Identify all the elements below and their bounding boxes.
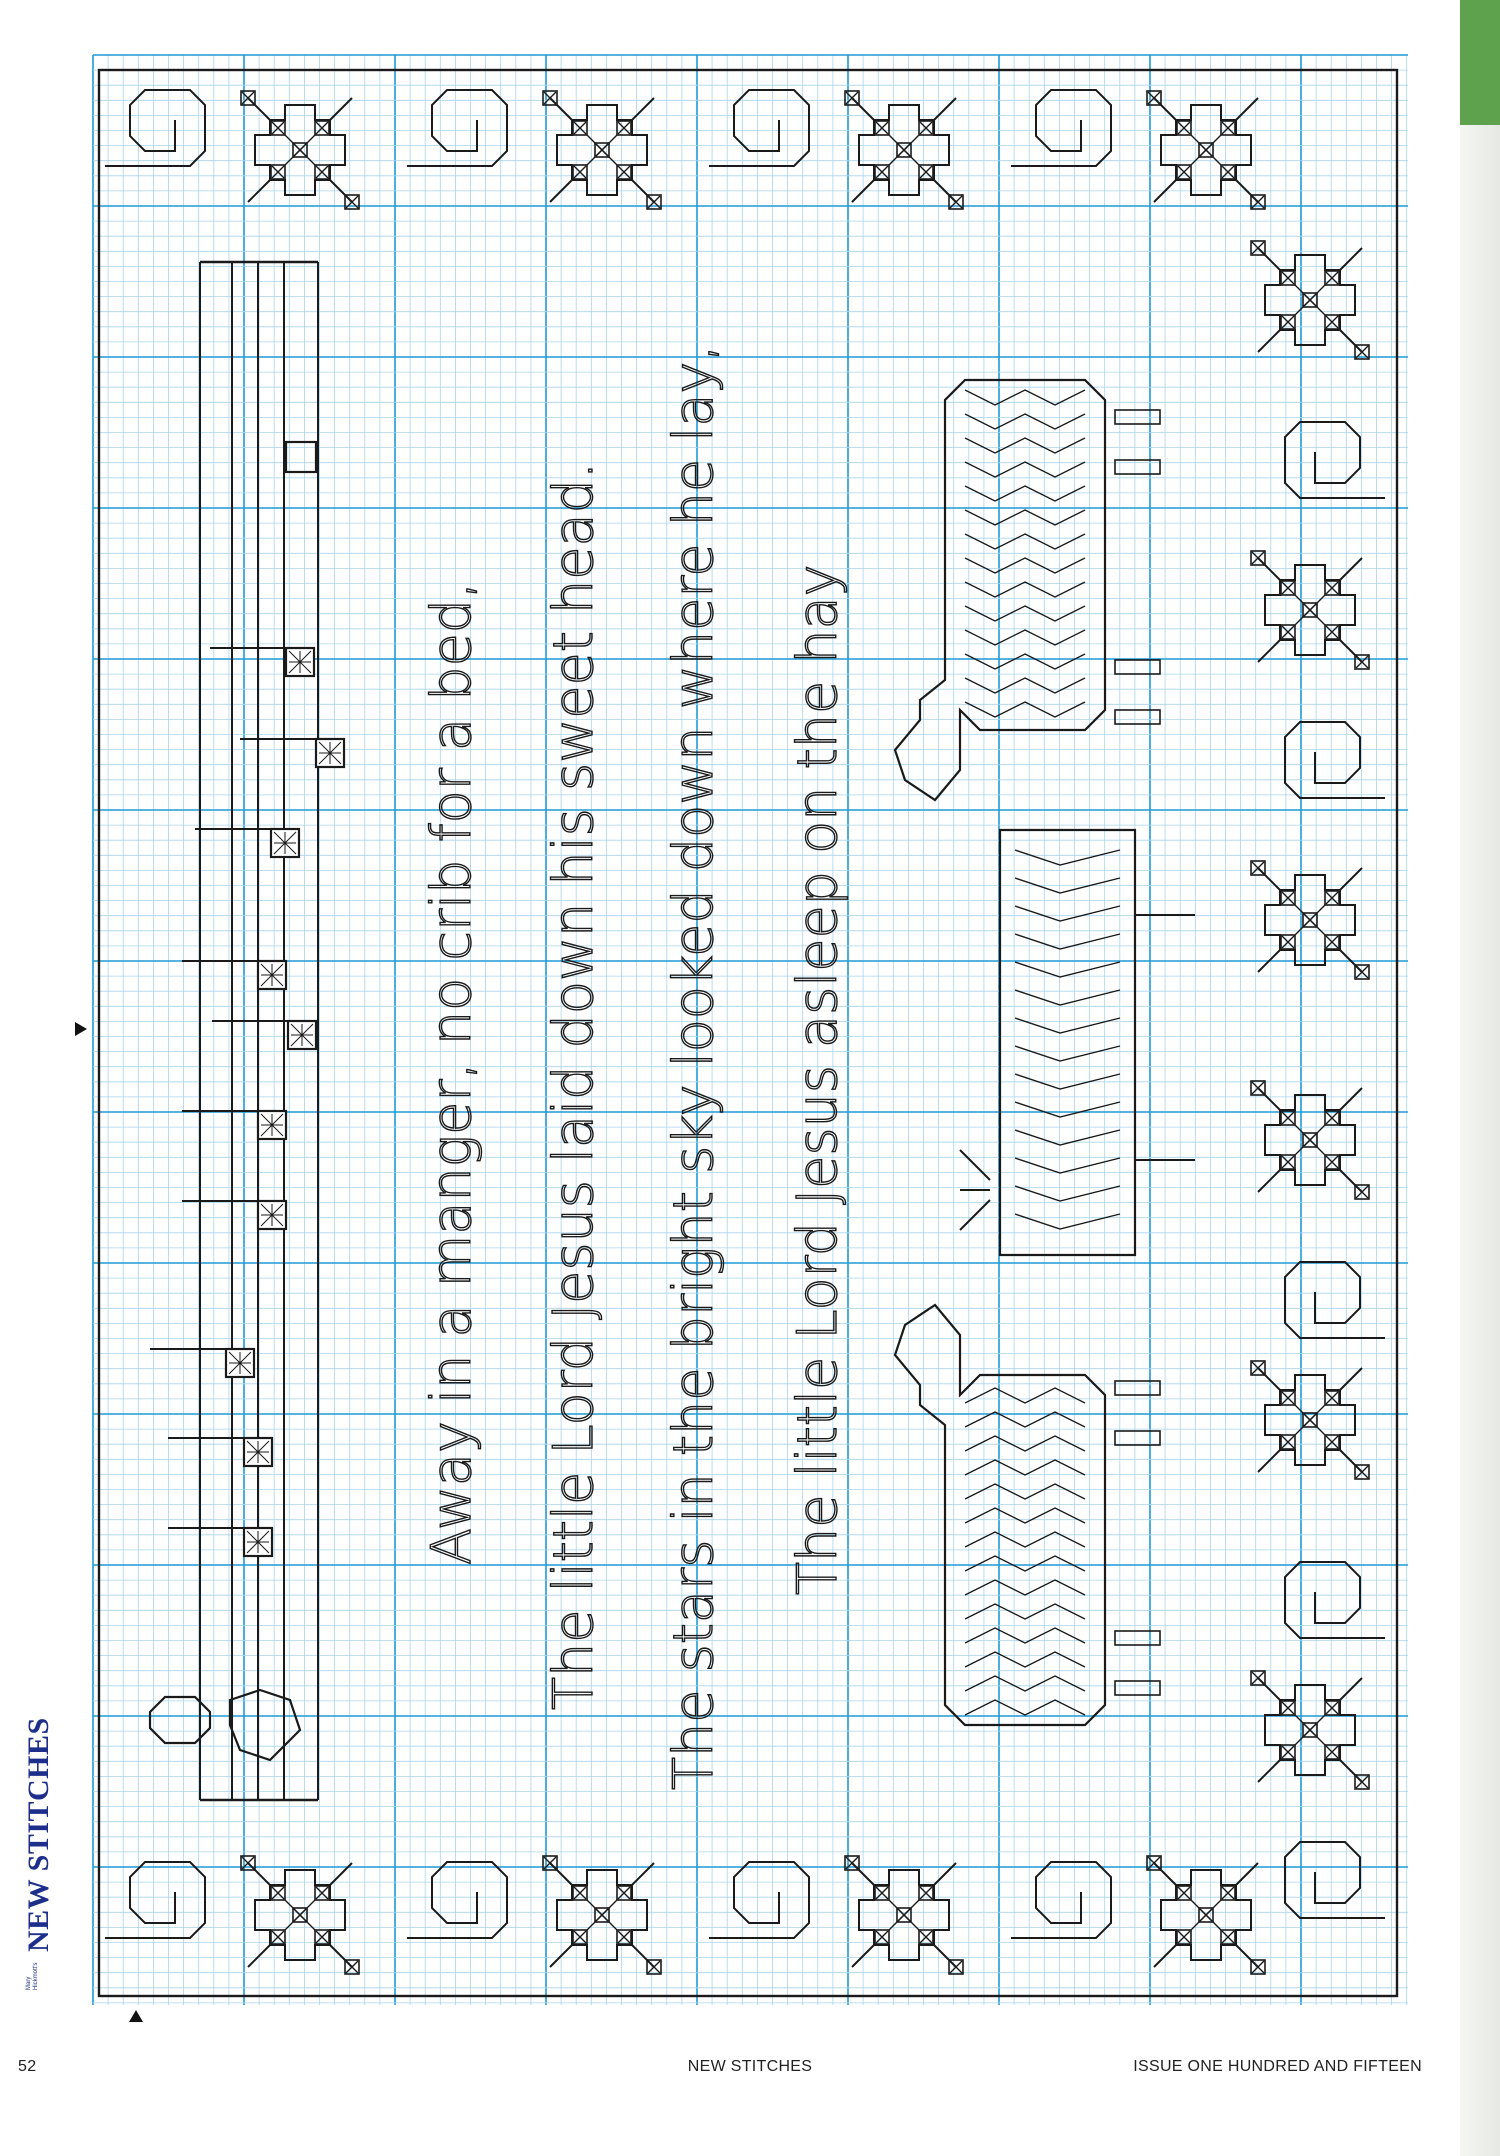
note-fill [247,1441,269,1463]
cross-stitch [1326,1436,1338,1448]
border-star [1251,1361,1369,1479]
border-star [1251,1671,1369,1789]
cross-stitch [950,1961,962,1973]
note-fill [229,1352,251,1374]
cross-stitch [1326,316,1338,328]
border-spiral [407,1862,507,1938]
center-row-marker-icon [75,1022,87,1036]
manger-straw [1015,990,1120,1005]
border-spiral [1285,1562,1385,1638]
note-fill [261,1204,283,1226]
cross-stitch [1326,1156,1338,1168]
manger-straw [1015,962,1120,977]
lyrics-layer [420,344,849,1790]
manger-straw [1015,906,1120,921]
magazine-title: NEW STITCHES [687,2058,813,2075]
cross-stitch [1282,1436,1294,1448]
lamb-body [895,380,1105,800]
cross-stitch [1282,1702,1294,1714]
cross-stitch [920,122,932,134]
note-head-open [286,442,316,472]
lamb-fleece [965,1700,1085,1715]
lamb-top [895,380,1160,800]
cross-stitch [316,1931,328,1943]
lamb-fleece [965,558,1085,573]
border-spiral [1011,1862,1111,1938]
cross-stitch [1282,626,1294,638]
cross-stitch [1326,1392,1338,1404]
cross-stitch [1326,892,1338,904]
manger-straw [1015,1130,1120,1145]
new-stitches-logo [14,1717,70,1990]
border-spiral [105,90,205,166]
note-fill [291,1024,313,1046]
cross-stitch [1252,1362,1264,1374]
cross-stitch [1326,1112,1338,1124]
border-spiral [1285,422,1385,498]
lamb-fleece [965,1508,1085,1523]
lamb-leg [1115,1631,1160,1645]
manger-box [1000,830,1135,1255]
border-spiral [709,1862,809,1938]
note-fill [319,742,341,764]
lamb-leg [1115,660,1160,674]
cross-stitch [1222,1931,1234,1943]
star-center-cross [1295,1405,1325,1435]
manger [960,830,1195,1255]
cross-stitch [1252,242,1264,254]
lamb-fleece [965,486,1085,501]
cross-stitch [1282,1746,1294,1758]
border-spiral [1285,1262,1385,1338]
cross-stitch [272,1931,284,1943]
cross-stitch [618,122,630,134]
border-spiral [1285,722,1385,798]
lamb-fleece [965,534,1085,549]
lamb-fleece [965,1604,1085,1619]
border-spiral [105,1862,205,1938]
lyric-line: The stars in the bright sky looked down where he lay, [662,344,725,1790]
cross-stitch [1252,1672,1264,1684]
cross-stitch [1282,1112,1294,1124]
manger-legs [960,915,1195,1230]
lamb-body [895,1305,1105,1725]
note-fill [289,651,311,673]
lamb-fleece [965,390,1085,405]
cross-stitch [618,1931,630,1943]
lamb-fleece [965,630,1085,645]
border-spiral [407,90,507,166]
cross-stitch [1326,272,1338,284]
cross-stitch [1326,1702,1338,1714]
cross-stitch [1252,1082,1264,1094]
border-spiral [1285,1842,1385,1918]
lamb-fleece [965,1676,1085,1691]
manger-straw [1015,1102,1120,1117]
logo-name: NEW STITCHES [22,1717,55,1952]
lamb-fleece [965,1388,1085,1403]
border-star [1251,1081,1369,1199]
center-column-marker-icon [129,2010,143,2022]
cross-stitch [1356,1466,1368,1478]
note-fill [261,1114,283,1136]
cross-stitch [272,122,284,134]
lamb-fleece [965,582,1085,597]
lamb-leg [1115,1681,1160,1695]
border-star [1251,241,1369,359]
star-center-cross [1295,1715,1325,1745]
lyric-line: The little Lord Jesus laid down his sweet head. [542,461,605,1710]
lamb-leg [1115,460,1160,474]
cross-stitch [1356,1776,1368,1788]
star-center-cross [1295,595,1325,625]
cross-stitch [1222,122,1234,134]
cross-stitch [1326,626,1338,638]
lamb-fleece [965,1484,1085,1499]
cross-stitch [1252,862,1264,874]
lamb-fleece [965,1532,1085,1547]
lamb-fleece [965,678,1085,693]
star-center-cross [1295,285,1325,315]
cross-stitch [1282,1392,1294,1404]
lamb-fleece [965,1580,1085,1595]
lamb-leg [1115,1381,1160,1395]
border-spiral [1011,90,1111,166]
cross-stitch [1282,892,1294,904]
cross-stitch [1282,1156,1294,1168]
manger-straw [1015,1214,1120,1229]
lyric-line: Away in a manger, no crib for a bed, [420,581,483,1565]
page-number: 52 [18,2058,37,2075]
note-fill [261,964,283,986]
lyric-line: The little Lord Jesus asleep on the hay [786,564,849,1595]
lamb-fleece [965,1436,1085,1451]
lamb-leg [1115,710,1160,724]
logo-tagline: Mary Hickmott's [26,1962,39,1990]
lamb-fleece [965,1556,1085,1571]
cross-stitch [1326,1746,1338,1758]
note-fill [247,1531,269,1553]
cross-stitch [1252,1961,1264,1973]
lamb-fleece [965,462,1085,477]
lamb-fleece [965,654,1085,669]
cross-stitch [920,1931,932,1943]
lamb-fleece [965,1652,1085,1667]
border-spiral [709,90,809,166]
cross-stitch [1282,316,1294,328]
cross-stitch [648,1961,660,1973]
cross-stitch [346,1961,358,1973]
star-center-cross [1295,1125,1325,1155]
lamb-leg [1115,1431,1160,1445]
lamb-fleece [965,438,1085,453]
note-fill [274,832,296,854]
lamb-fleece [965,414,1085,429]
chart-motifs [99,70,1397,1996]
manger-straw [1015,1046,1120,1061]
cross-stitch [1282,272,1294,284]
cross-stitch [1356,656,1368,668]
lamb-fleece [965,1460,1085,1475]
manger-straw [1015,1018,1120,1033]
cross-stitch [1252,552,1264,564]
manger-straw [1015,934,1120,949]
issue-label: ISSUE ONE HUNDRED AND FIFTEEN [1133,2058,1422,2075]
cross-stitch [316,122,328,134]
manger-straw [1015,1186,1120,1201]
manger-straw [1015,850,1120,865]
manger-straw [1015,1158,1120,1173]
lamb-bottom [895,1305,1160,1725]
